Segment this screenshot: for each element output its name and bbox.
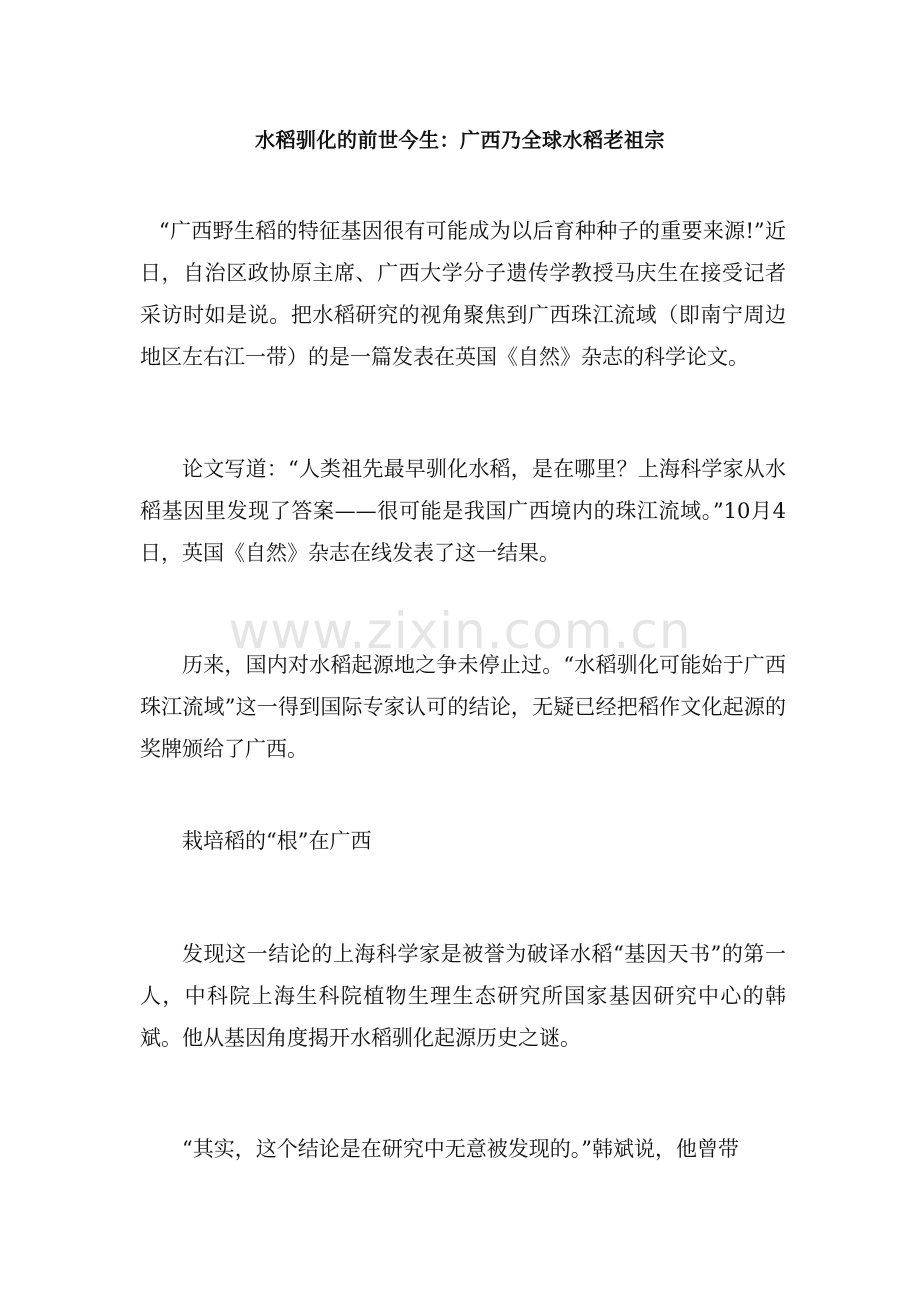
paragraph-1: “广西野生稻的特征基因很有可能成为以后育种种子的重要来源!”近日，自治区政协原主席、广西大学分子遗传学教授马庆生在接受记者采访时如是说。把水稻研究的视角聚焦到广西珠江流域（即南宁周边地区左右江一带）的是一篇发表在英国《自然》杂志的科学论文。 bbox=[140, 219, 786, 369]
paragraph-6: “其实，这个结论是在研究中无意被发现的。”韩斌说，他曾带 bbox=[182, 1137, 739, 1161]
document-title: 水稻驯化的前世今生：广西乃全球水稻老祖宗 bbox=[255, 128, 665, 152]
paragraph-2: 论文写道：“人类祖先最早驯化水稻，是在哪里？上海科学家从水稻基因里发现了答案——很可能是我国广西境内的珠江流域。”10月4日，英国《自然》杂志在线发表了这一结果。 bbox=[140, 457, 786, 565]
section-heading: 栽培稻的“根”在广西 bbox=[182, 829, 372, 853]
paragraph-5: 发现这一结论的上海科学家是被誉为破译水稻“基因天书”的第一人，中科院上海生科院植物生理生态研究所国家基因研究中心的韩斌。他从基因角度揭开水稻驯化起源历史之谜。 bbox=[140, 942, 786, 1050]
watermark-text: www.zixin.com.cn bbox=[228, 602, 692, 660]
paragraph-3: 历来，国内对水稻起源地之争未停止过。“水稻驯化可能始于广西珠江流域”这一得到国际专家认可的结论，无疑已经把稻作文化起源的奖牌颁给了广西。 bbox=[140, 653, 786, 761]
